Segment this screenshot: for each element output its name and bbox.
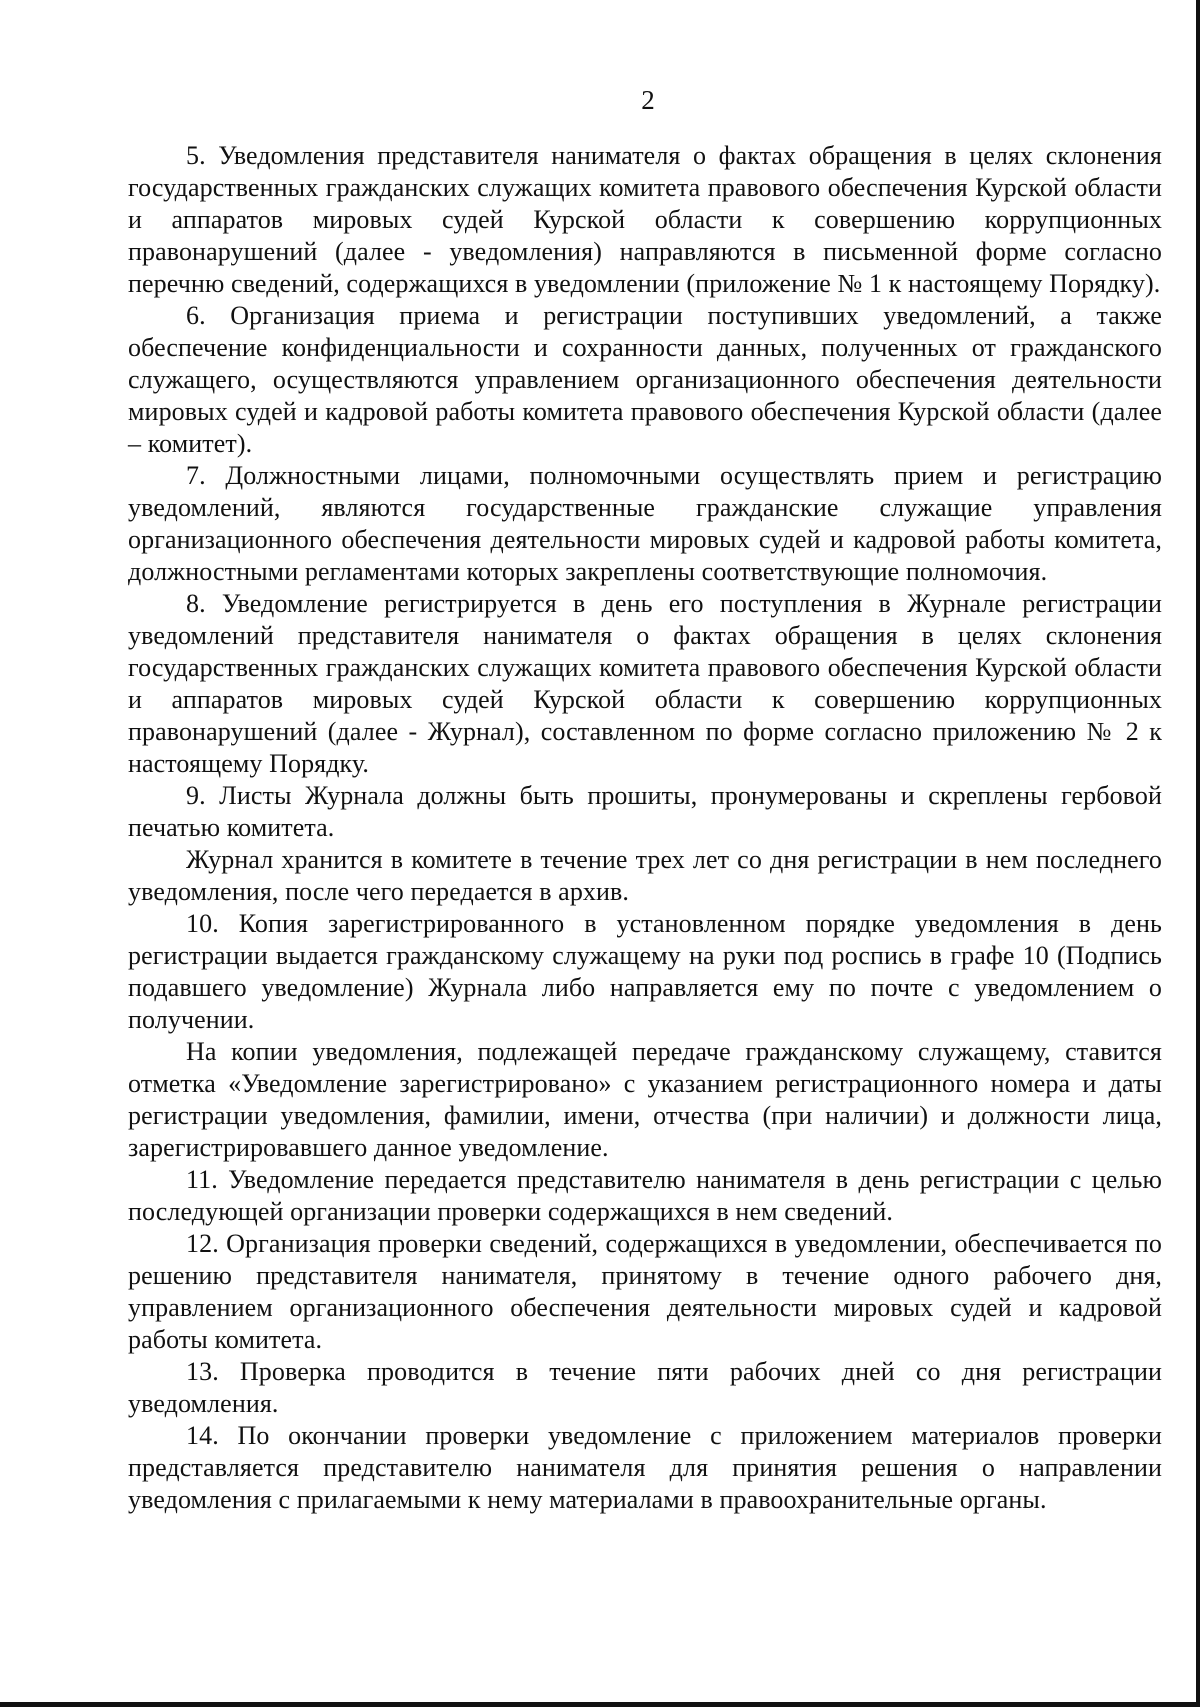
scan-edge-bottom (0, 1702, 1200, 1707)
paragraph-13: 13. Проверка проводится в течение пяти рабочих дней со дня регистрации уведомления. (128, 1357, 1162, 1418)
paragraph-14: 14. По окончании проверки уведомление с приложением материалов проверки представляется представителю нанимателя для принятия решения о направлении уведомления с прилагаемыми к нему материалами в правоохранительные органы. (128, 1421, 1162, 1514)
scan-edge-right (1196, 0, 1200, 1707)
page-number: 2 (641, 85, 655, 115)
paragraph-10-copy-mark: На копии уведомления, подлежащей передаче гражданскому служащему, ставится отметка «Уведомление зарегистрировано» с указанием регистрационного номера и даты регистрации уведомления, фамилии, имени, отчества (при наличии) и должности лица, зарегистрировавшего данное уведомление. (128, 1037, 1162, 1162)
paragraph-10: 10. Копия зарегистрированного в установленном порядке уведомления в день регистрации выдается гражданскому служащему на руки под роспись в графе 10 (Подпись подавшего уведомление) Журнала либо направляется ему по почте с уведомлением о получении. (128, 909, 1162, 1034)
paragraph-8: 8. Уведомление регистрируется в день его поступления в Журнале регистрации уведомлений представителя нанимателя о фактах обращения в целях склонения государственных гражданских служащих комитета правового обеспечения Курской области и аппаратов мировых судей Курской области к совершению коррупционных правонарушений (далее - Журнал), составленном по форме согласно приложению № 2 к настоящему Порядку. (128, 589, 1162, 778)
paragraph-6: 6. Организация приема и регистрации поступивших уведомлений, а также обеспечение конфиденциальности и сохранности данных, полученных от гражданского служащего, осуществляются управлением организационного обеспечения деятельности мировых судей и кадровой работы комитета правового обеспечения Курской области (далее – комитет). (128, 301, 1162, 458)
paragraph-9-journal-storage: Журнал хранится в комитете в течение трех лет со дня регистрации в нем последнего уведомления, после чего передается в архив. (128, 845, 1162, 906)
paragraph-9: 9. Листы Журнала должны быть прошиты, пронумерованы и скреплены гербовой печатью комитета. (128, 781, 1162, 842)
document-body (128, 140, 1162, 1516)
paragraph-5: 5. Уведомления представителя нанимателя о фактах обращения в целях склонения государственных гражданских служащих комитета правового обеспечения Курской области и аппаратов мировых судей Курской области к совершению коррупционных правонарушений (далее - уведомления) направляются в письменной форме согласно перечню сведений, содержащихся в уведомлении (приложение № 1 к настоящему Порядку). (128, 141, 1162, 298)
paragraph-12: 12. Организация проверки сведений, содержащихся в уведомлении, обеспечивается по решению представителя нанимателя, принятому в течение одного рабочего дня, управлением организационного обеспечения деятельности мировых судей и кадровой работы комитета. (128, 1229, 1162, 1354)
paragraph-11: 11. Уведомление передается представителю нанимателя в день регистрации с целью последующей организации проверки содержащихся в нем сведений. (128, 1165, 1162, 1226)
paragraph-7: 7. Должностными лицами, полномочными осуществлять прием и регистрацию уведомлений, являются государственные гражданские служащие управления организационного обеспечения деятельности мировых судей и кадровой работы комитета, должностными регламентами которых закреплены соответствующие полномочия. (128, 461, 1162, 586)
